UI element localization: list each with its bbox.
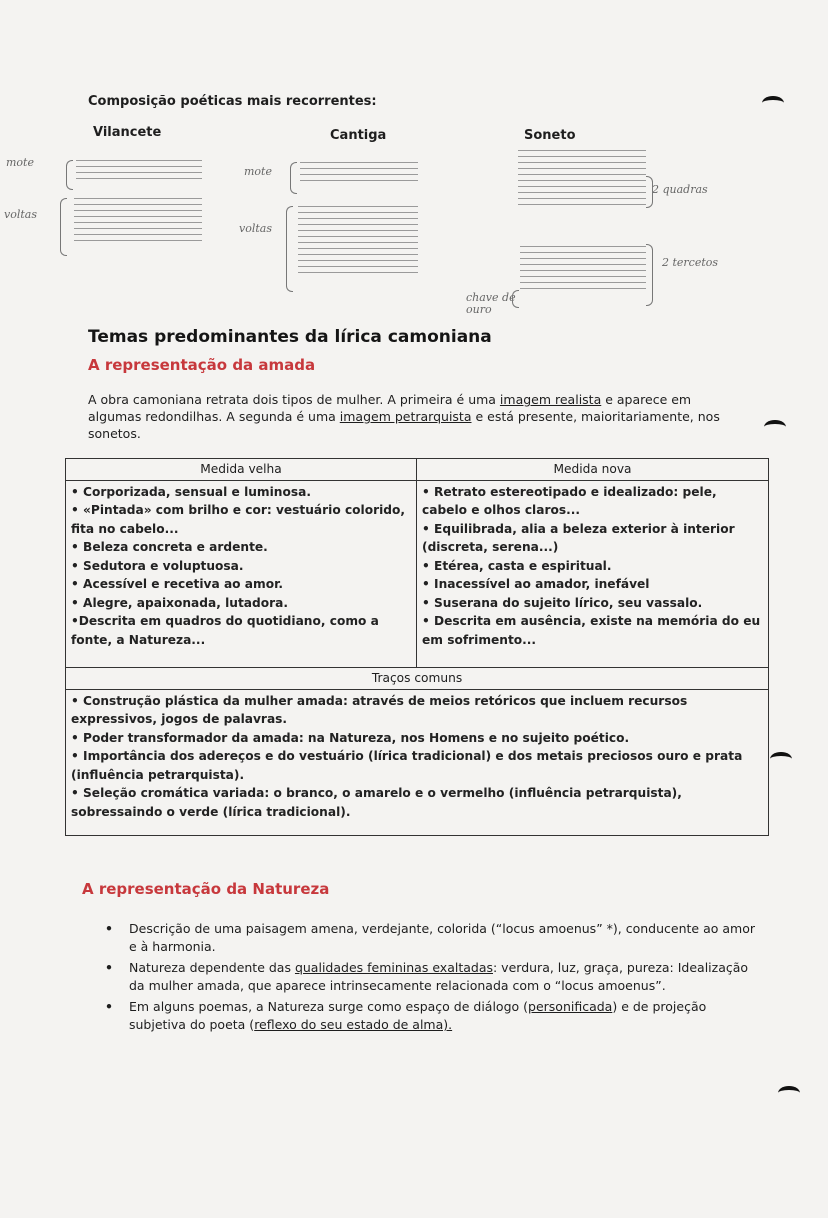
vilancete-voltas-lines xyxy=(74,198,202,246)
new-measure-item: • Descrita em ausência, existe na memória do eu em sofrimento... xyxy=(422,614,761,647)
handwritten-voltas-left: voltas xyxy=(4,208,37,221)
column-vilancete: Vilancete xyxy=(93,125,162,140)
beloved-subtitle: A representação da amada xyxy=(88,356,316,374)
nature-item-text: : verdura, luz, graça, pureza: Idealização da mulher amada, que aparece intrinsecamente relacionada com o “locus amoenus”. xyxy=(129,960,749,993)
soneto-tercetos-bracket xyxy=(646,244,653,306)
handwritten-voltas-mid: voltas xyxy=(239,222,272,235)
intro-text: e aparece em algumas redondilhas. A segunda é uma xyxy=(88,392,692,424)
new-measure-item: • Retrato estereotipado e idealizado: pele, cabelo e olhos claros... xyxy=(422,484,717,517)
nature-item xyxy=(105,920,755,956)
cantiga-voltas-lines xyxy=(298,206,418,278)
old-measure-item: • Beleza concreta e ardente. xyxy=(71,540,268,554)
bullet: • xyxy=(105,960,113,975)
themes-title: Temas predominantes da lírica camoniana xyxy=(88,327,492,347)
beloved-intro xyxy=(88,391,738,442)
old-measure-item: • Alegre, apaixonada, lutadora. xyxy=(71,595,288,610)
soneto-quadras-lines xyxy=(518,150,646,210)
old-measure-item: • Corporizada, sensual e luminosa. xyxy=(71,484,311,499)
old-measure-item: •Descrita em quadros do quotidiano, como a fonte, a Natureza... xyxy=(71,614,379,647)
common-trait-item: • Importância dos adereços e do vestuário (lírica tradicional) e dos metais preciosos ouro e prata (influência petrarquista). xyxy=(71,749,743,782)
new-measure-item: • Inacessível ao amador, inefável xyxy=(422,577,650,591)
new-measure-header: Medida nova xyxy=(417,459,769,481)
soneto-tercetos-lines xyxy=(520,246,646,294)
compositions-heading: Composição poéticas mais recorrentes: xyxy=(88,94,377,109)
nature-item-underline: qualidades femininas exaltadas xyxy=(294,960,493,975)
new-measure-cell xyxy=(417,480,769,668)
intro-text: A obra camoniana retrata dois tipos de mulher. A primeira é uma xyxy=(88,392,500,407)
intro-underline-realista: imagem realista xyxy=(499,392,602,407)
old-measure-cell xyxy=(66,480,417,668)
common-trait-item: • Seleção cromática variada: o branco, o amarelo e o vermelho (influência petrarquista), sobressaindo o verde (lírica tradicional). xyxy=(71,786,682,819)
cantiga-voltas-bracket xyxy=(286,206,293,292)
bullet: • xyxy=(105,999,113,1014)
nature-item xyxy=(105,959,755,995)
old-measure-item: • «Pintada» com brilho e cor: vestuário colorido, fita no cabelo... xyxy=(71,503,406,536)
new-measure-item: • Suserana do sujeito lírico, seu vassalo. xyxy=(422,595,703,610)
nature-item-text: ) e de projeção subjetiva do poeta ( xyxy=(129,999,707,1032)
common-traits-cell xyxy=(66,689,769,836)
nature-item-text: Em alguns poemas, a Natureza surge como espaço de diálogo ( xyxy=(129,999,529,1014)
old-measure-item: • Sedutora e voluptuosa. xyxy=(71,558,244,573)
handwritten-mote-left: mote xyxy=(6,156,34,169)
corner-curl-decoration xyxy=(762,96,784,110)
new-measure-item: • Equilibrada, alia a beleza exterior à interior (discreta, serena...) xyxy=(422,521,735,554)
traits-table xyxy=(65,458,769,836)
vilancete-voltas-bracket xyxy=(60,198,67,256)
nature-item-underline: reflexo do seu estado de alma). xyxy=(254,1017,453,1032)
handwritten-chave: chave de ouro xyxy=(466,291,516,316)
handwritten-mote-mid: mote xyxy=(244,165,272,178)
nature-list xyxy=(105,920,755,1037)
soneto-chave-bracket xyxy=(512,290,519,308)
new-measure-item: • Etérea, casta e espiritual. xyxy=(422,558,612,573)
column-cantiga: Cantiga xyxy=(330,128,387,143)
handwritten-quadras: 2 quadras xyxy=(652,183,708,196)
corner-curl-decoration xyxy=(764,420,786,434)
nature-subtitle: A representação da Natureza xyxy=(82,880,330,898)
column-soneto: Soneto xyxy=(524,128,576,143)
cantiga-mote-bracket xyxy=(290,162,297,194)
nature-item xyxy=(105,998,755,1034)
corner-curl-decoration xyxy=(778,1086,800,1100)
soneto-quadras-bracket xyxy=(646,176,653,208)
intro-text: e está presente, maioritariamente, nos sonetos. xyxy=(88,409,720,441)
bullet: • xyxy=(105,921,113,936)
vilancete-mote-bracket xyxy=(66,160,73,190)
old-measure-item: • Acessível e recetiva ao amor. xyxy=(71,577,284,591)
old-measure-header: Medida velha xyxy=(66,459,417,481)
common-traits-header: Traços comuns xyxy=(66,668,769,690)
corner-curl-decoration xyxy=(770,752,792,766)
nature-item-text: Descrição de uma paisagem amena, verdejante, colorida (“locus amoenus” *), conducente ao amor e à harmonia. xyxy=(129,921,755,954)
common-trait-item: • Construção plástica da mulher amada: através de meios retóricos que incluem recursos expressivos, jogos de palavras. xyxy=(71,693,688,726)
nature-item-text: Natureza dependente das xyxy=(129,960,295,975)
cantiga-mote-lines xyxy=(300,162,418,186)
vilancete-mote-lines xyxy=(76,160,202,184)
nature-item-underline: personificada xyxy=(528,999,613,1014)
common-trait-item: • Poder transformador da amada: na Natureza, nos Homens e no sujeito poético. xyxy=(71,730,630,745)
intro-underline-petrarquista: imagem petrarquista xyxy=(339,409,472,424)
handwritten-tercetos: 2 tercetos xyxy=(662,256,719,269)
